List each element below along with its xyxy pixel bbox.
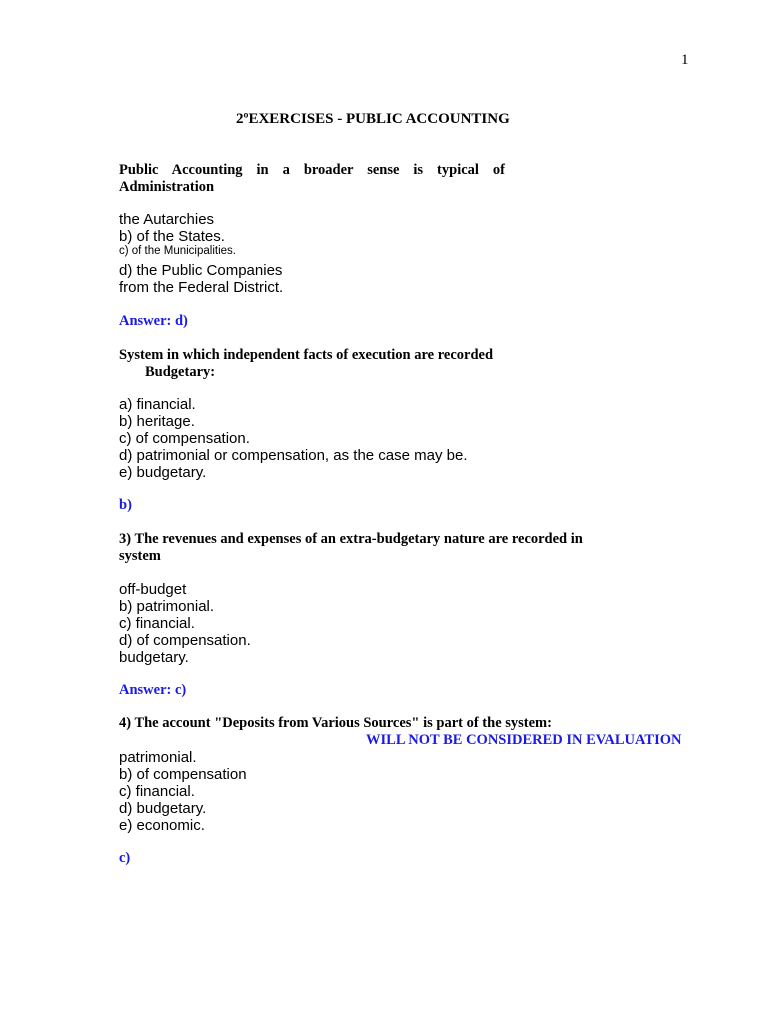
question-4-text: 4) The account "Deposits from Various Sources" is part of the system: [119, 715, 552, 731]
question-3-line-1: 3) The revenues and expenses of an extra-budgetary nature are recorded in [119, 531, 583, 547]
question-1-options [119, 211, 283, 296]
option: b) of the States. [119, 228, 225, 245]
option: c) of compensation. [119, 430, 250, 447]
question-1-text: Public Accounting in a broader sense is typical of Administration [119, 162, 505, 195]
evaluation-notice: WILL NOT BE CONSIDERED IN EVALUATION [366, 732, 682, 748]
option: off-budget [119, 581, 187, 598]
option: d) of compensation. [119, 632, 251, 649]
option: b) heritage. [119, 413, 195, 430]
question-2-line-2: Budgetary: [145, 364, 216, 380]
question-3-line-2: system [119, 548, 161, 564]
option: the Autarchies [119, 211, 215, 228]
option: b) patrimonial. [119, 598, 215, 615]
question-2-options [119, 396, 468, 481]
option: b) of compensation [119, 766, 247, 783]
question-3-text [119, 531, 583, 565]
option: budgetary. [119, 649, 189, 666]
page-number: 1 [681, 52, 689, 68]
option: e) budgetary. [119, 464, 207, 481]
option: d) patrimonial or compensation, as the case may be. [119, 447, 468, 464]
option: a) financial. [119, 396, 196, 413]
question-1-answer: Answer: d) [119, 313, 188, 329]
question-2-line-1: System in which independent facts of execution are recorded [119, 347, 494, 363]
option: d) the Public Companies [119, 262, 283, 279]
option: patrimonial. [119, 749, 197, 766]
question-2-answer: b) [119, 497, 132, 513]
option: c) of the Municipalities. [119, 245, 236, 257]
option: from the Federal District. [119, 279, 284, 296]
question-4-answer: c) [119, 850, 131, 866]
page-title: 2ºEXERCISES - PUBLIC ACCOUNTING [236, 111, 510, 127]
question-3-answer: Answer: c) [119, 682, 187, 698]
question-2-text [119, 347, 493, 381]
option: e) economic. [119, 817, 205, 834]
question-4-options [119, 749, 247, 834]
option: c) financial. [119, 615, 195, 632]
option: d) budgetary. [119, 800, 207, 817]
option: c) financial. [119, 783, 195, 800]
question-3-options [119, 581, 251, 666]
